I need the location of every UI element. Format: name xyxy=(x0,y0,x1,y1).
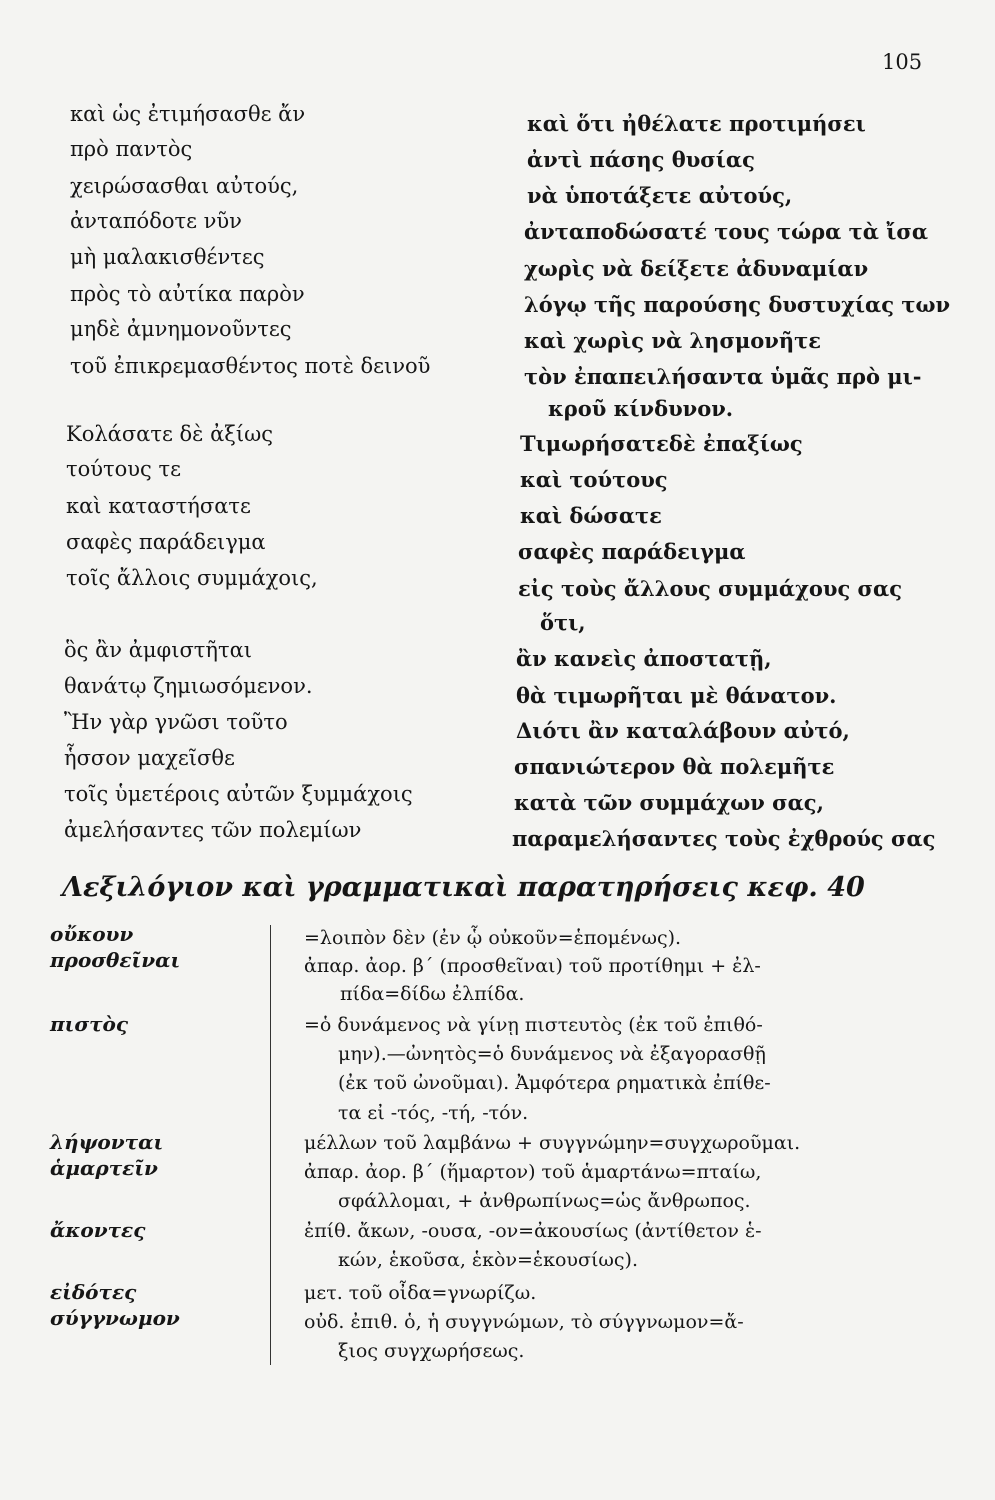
vocab-term: εἰδότες xyxy=(50,1280,137,1304)
left-line: καὶ καταστήσατε xyxy=(66,494,251,518)
vocab-def-line: ἀπαρ. ἀορ. β΄ (ἥμαρτον) τοῦ ἁμαρτάνω=πταίω, xyxy=(304,1161,762,1183)
right-line: κατὰ τῶν συμμάχων σας, xyxy=(514,790,824,815)
right-line: Τιμωρήσατεδὲ ἐπαξίως xyxy=(520,431,803,456)
right-line: κροῦ κίνδυνον. xyxy=(548,396,734,421)
left-line: καὶ ὡς ἐτιμήσασθε ἄν xyxy=(70,102,306,126)
vocab-def-line: =ὁ δυνάμενος νὰ γίνῃ πιστευτὸς (ἐκ τοῦ ἐπιθό- xyxy=(304,1014,763,1036)
left-line: ἀμελήσαντες τῶν πολεμίων xyxy=(64,818,362,842)
vocab-term: οὔκουν xyxy=(50,922,134,946)
left-line: Κολάσατε δὲ ἀξίως xyxy=(66,422,273,446)
left-line: ὃς ἂν ἀμφιστῆται xyxy=(64,638,253,662)
vocab-divider xyxy=(270,925,271,1365)
left-line: πρὸς τὸ αὐτίκα παρὸν xyxy=(70,282,305,306)
vocab-def-line: μέλλων τοῦ λαμβάνω + συγγνώμην=συγχωροῦμαι. xyxy=(304,1132,801,1154)
left-line: ἧσσον μαχεῖσθε xyxy=(64,746,235,770)
left-line: Ἢν γὰρ γνῶσι τοῦτο xyxy=(64,710,288,734)
left-line: τούτους τε xyxy=(66,457,181,481)
vocab-def-line: τα εἰ -τός, -τή, -τόν. xyxy=(338,1102,529,1124)
left-line: μὴ μαλακισθέντες xyxy=(70,245,265,269)
left-line: σαφὲς παράδειγμα xyxy=(66,530,266,554)
right-line: σπανιώτερον θὰ πολεμῆτε xyxy=(514,754,835,779)
right-line: λόγῳ τῆς παρούσης δυστυχίας των xyxy=(524,292,951,317)
vocab-term: ἄκοντες xyxy=(50,1218,146,1242)
right-line: ὅτι, xyxy=(540,610,586,635)
right-line: καὶ χωρὶς νὰ λησμονῆτε xyxy=(524,328,822,353)
left-line: τοῖς ἄλλοις συμμάχοις, xyxy=(66,566,318,590)
vocab-def-line: =λοιπὸν δὲν (ἐν ᾧ οὐκοῦν=ἑπομένως). xyxy=(304,927,682,949)
left-line: μηδὲ ἀμνημονοῦντες xyxy=(70,317,292,341)
page-number: 105 xyxy=(882,50,923,74)
vocab-term: λήψονται xyxy=(50,1130,164,1154)
vocab-def-line: πίδα=δίδω ἐλπίδα. xyxy=(340,983,525,1005)
vocab-section-title: Λεξιλόγιον καὶ γραμματικαὶ παρατηρήσεις κεφ. 40 xyxy=(62,872,865,903)
left-line: χειρώσασθαι αὐτούς, xyxy=(70,174,299,198)
vocab-def-line: ἐπίθ. ἄκων, -ουσα, -ον=ἀκουσίως (ἀντίθετον ἑ- xyxy=(304,1220,762,1242)
left-line: ἀνταπόδοτε νῦν xyxy=(70,209,242,233)
right-line: νὰ ὑποτάξετε αὐτούς, xyxy=(527,183,793,208)
vocab-def-line: (ἐκ τοῦ ὠνοῦμαι). Ἀμφότερα ρηματικὰ ἐπίθε- xyxy=(338,1072,771,1094)
left-line: θανάτῳ ζημιωσόμενον. xyxy=(64,674,313,698)
right-line: ἀντὶ πάσης θυσίας xyxy=(527,147,755,172)
right-line: ἀνταποδώσατέ τους τώρα τὰ ἴσα xyxy=(524,219,929,244)
right-line: σαφὲς παράδειγμα xyxy=(518,539,746,564)
vocab-def-line: μετ. τοῦ οἶδα=γνωρίζω. xyxy=(304,1282,537,1304)
vocab-def-line: ἀπαρ. ἀορ. β΄ (προσθεῖναι) τοῦ προτίθημι + ἐλ- xyxy=(304,955,761,977)
right-line: ἂν κανεὶς ἀποστατῇ, xyxy=(516,646,772,671)
right-line: καὶ δώσατε xyxy=(520,503,662,528)
right-line: καὶ τούτους xyxy=(520,467,668,492)
vocab-def-line: μην).—ὠνητὸς=ὁ δυνάμενος νὰ ἐξαγορασθῇ xyxy=(338,1043,766,1065)
vocab-def-line: σφάλλομαι, + ἀνθρωπίνως=ὡς ἄνθρωπος. xyxy=(338,1190,751,1212)
right-line: παραμελήσαντες τοὺς ἐχθρούς σας xyxy=(512,826,936,851)
vocab-term: σύγγνωμον xyxy=(50,1306,180,1330)
vocab-def-line: κών, ἑκοῦσα, ἑκὸν=ἑκουσίως). xyxy=(338,1249,638,1271)
right-line: τὸν ἐπαπειλήσαντα ὑμᾶς πρὸ μι- xyxy=(524,364,922,389)
vocab-def-line: ξιος συγχωρήσεως. xyxy=(338,1340,525,1362)
left-line: πρὸ παντὸς xyxy=(70,137,193,161)
vocab-def-line: οὐδ. ἐπιθ. ὁ, ἡ συγγνώμων, τὸ σύγγνωμον=ἄ- xyxy=(304,1311,744,1333)
left-line: τοῖς ὑμετέροις αὐτῶν ξυμμάχοις xyxy=(64,782,413,806)
right-line: καὶ ὅτι ἠθέλατε προτιμήσει xyxy=(527,111,866,136)
right-line: θὰ τιμωρῆται μὲ θάνατον. xyxy=(516,683,837,708)
right-line: Διότι ἂν καταλάβουν αὐτό, xyxy=(516,718,850,743)
right-line: εἰς τοὺς ἄλλους συμμάχους σας xyxy=(518,576,902,601)
vocab-term: πιστὸς xyxy=(50,1012,129,1036)
vocab-term: προσθεῖναι xyxy=(50,948,181,972)
vocab-term: ἁμαρτεῖν xyxy=(50,1156,158,1180)
left-line: τοῦ ἐπικρεμασθέντος ποτὲ δεινοῦ xyxy=(70,354,431,378)
right-line: χωρὶς νὰ δείξετε ἀδυναμίαν xyxy=(524,256,869,281)
